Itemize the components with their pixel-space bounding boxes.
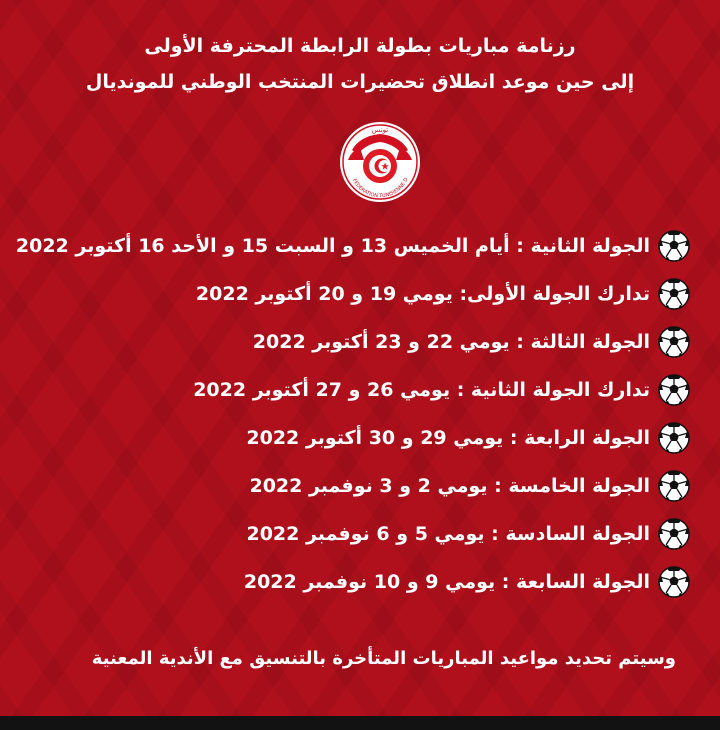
round-text: تدارك الجولة الثانية : يومي 26 و 27 أكتوبر 2022 xyxy=(193,379,650,401)
soccer-ball-icon xyxy=(658,470,690,502)
soccer-ball-icon xyxy=(658,230,690,262)
round-text: تدارك الجولة الأولى: يومي 19 و 20 أكتوبر 2022 xyxy=(195,283,650,305)
header xyxy=(0,28,720,100)
bottom-bar xyxy=(0,716,720,730)
round-text: الجولة الخامسة : يومي 2 و 3 نوفمبر 2022 xyxy=(249,475,650,497)
list-item xyxy=(30,558,690,606)
soccer-ball-icon xyxy=(658,326,690,358)
round-text: الجولة الثالثة : يومي 22 و 23 أكتوبر 2022 xyxy=(252,331,650,353)
soccer-ball-icon xyxy=(658,566,690,598)
round-text: الجولة السادسة : يومي 5 و 6 نوفمبر 2022 xyxy=(246,523,650,545)
soccer-ball-icon xyxy=(658,374,690,406)
logo-top-text: تونس xyxy=(371,126,389,134)
round-text: الجولة السابعة : يومي 9 و 10 نوفمبر 2022 xyxy=(243,571,650,593)
list-item xyxy=(30,366,690,414)
list-item xyxy=(30,414,690,462)
soccer-ball-icon xyxy=(658,422,690,454)
list-item xyxy=(15,222,690,270)
soccer-ball-icon xyxy=(658,278,690,310)
list-item xyxy=(30,510,690,558)
header-line-2: إلى حين موعد انطلاق تحضيرات المنتخب الوطني للمونديال xyxy=(85,71,635,93)
list-item xyxy=(30,462,690,510)
list-item xyxy=(30,318,690,366)
soccer-ball-icon xyxy=(658,518,690,550)
logo-ring-text: FEDERATION TUNISIENNE D xyxy=(350,176,410,200)
round-text: الجولة الرابعة : يومي 29 و 30 أكتوبر 2022 xyxy=(246,427,650,449)
rounds-list xyxy=(15,222,690,606)
footer-note: وسيتم تحديد مواعيد المباريات المتأخرة بالتنسيق مع الأندية المعنية xyxy=(91,648,676,669)
federation-logo-emblem xyxy=(338,120,422,204)
round-text: الجولة الثانية : أيام الخميس 13 و السبت 15 و الأحد 16 أكتوبر 2022 xyxy=(15,235,650,257)
list-item xyxy=(30,270,690,318)
federation-logo xyxy=(338,120,422,204)
header-line-1: رزنامة مباريات بطولة الرابطة المحترفة الأولى xyxy=(144,35,576,57)
